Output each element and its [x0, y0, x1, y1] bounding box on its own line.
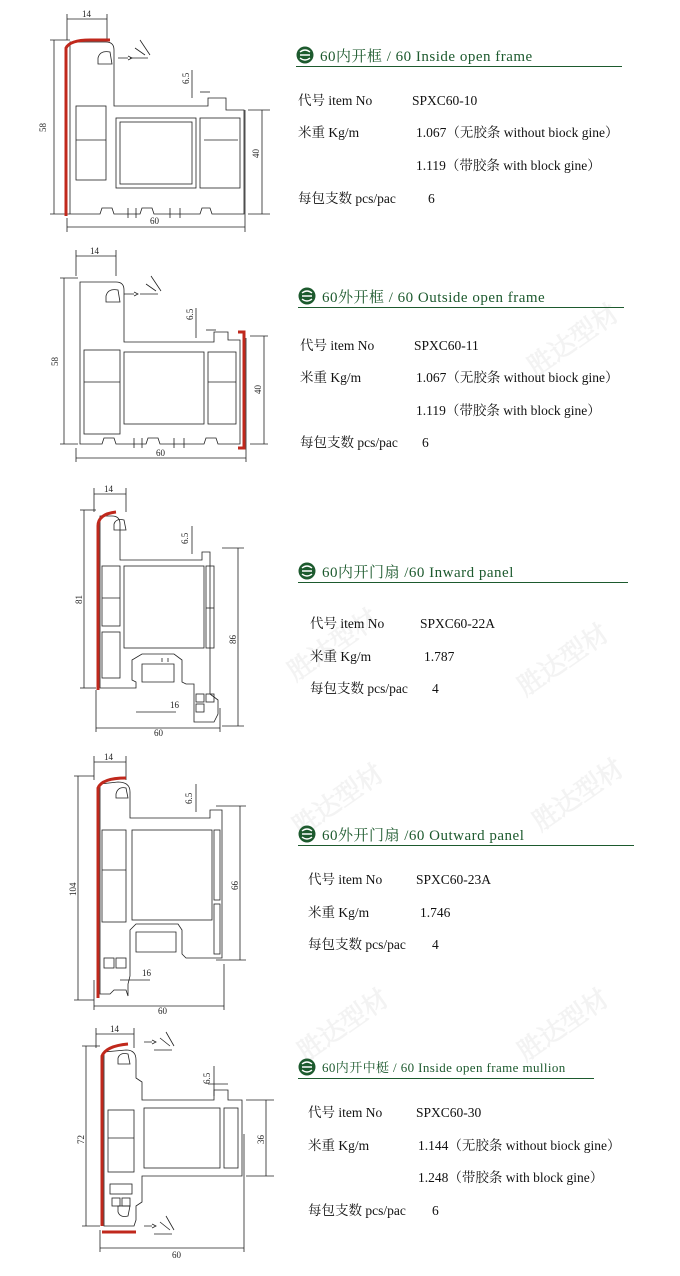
title-rule	[296, 66, 622, 67]
weight-value: 1.144（无胶条 without biock gine）	[418, 1138, 621, 1153]
brand-logo-icon	[298, 562, 316, 580]
product-header	[298, 823, 634, 847]
dim-height: 104	[68, 882, 78, 896]
product-section-1	[0, 0, 680, 240]
spec-block	[308, 873, 608, 953]
weight-label: 米重 Kg/m	[310, 649, 372, 664]
profile-drawing	[76, 486, 256, 741]
code-label: 代号 item No	[308, 872, 383, 887]
profile-drawing	[50, 246, 274, 466]
pack-label: 每包支数 pcs/pac	[300, 435, 398, 450]
weight-label: 米重 Kg/m	[308, 905, 370, 920]
dim-right: 66	[230, 881, 240, 890]
profile-drawing	[40, 10, 270, 232]
title-rule	[298, 307, 624, 308]
dim-bottom: 60	[158, 1006, 167, 1016]
code-label: 代号 item No	[300, 338, 375, 353]
dim-bottom: 60	[154, 728, 163, 738]
pack-label: 每包支数 pcs/pac	[308, 1203, 406, 1218]
dim-top: 14	[104, 484, 113, 494]
product-title: 60内开门扇 /60 Inward panel	[322, 565, 514, 581]
dim-gap: 6.5	[202, 1072, 212, 1084]
weight-label: 米重 Kg/m	[300, 370, 362, 385]
brand-logo-icon	[296, 46, 314, 64]
dim-gap: 6.5	[185, 308, 195, 320]
code-label: 代号 item No	[298, 93, 373, 108]
pack-label: 每包支数 pcs/pac	[298, 191, 396, 206]
code-label: 代号 item No	[308, 1105, 383, 1120]
dim-right: 86	[228, 635, 238, 644]
dim-inner: 16	[170, 700, 179, 710]
profile-drawing	[78, 1026, 278, 1266]
title-rule	[298, 1078, 594, 1079]
dim-gap: 6.5	[181, 72, 191, 84]
code-value: SPXC60-23A	[416, 872, 492, 887]
weight-value: 1.067（无胶条 without biock gine）	[416, 125, 619, 140]
spec-block	[308, 1106, 668, 1216]
profile-drawing	[70, 754, 260, 1016]
weight-label: 米重 Kg/m	[298, 125, 360, 140]
spec-block	[310, 617, 610, 697]
product-section-5	[0, 1020, 680, 1276]
product-header	[298, 285, 624, 309]
dim-right: 36	[256, 1135, 266, 1144]
weight-label: 米重 Kg/m	[308, 1138, 370, 1153]
product-section-4	[0, 750, 680, 1020]
weight-value: 1.787	[424, 649, 455, 664]
brand-logo-icon	[298, 1058, 316, 1076]
dim-inner: 16	[142, 968, 151, 978]
code-label: 代号 item No	[310, 616, 385, 631]
dim-height: 81	[74, 595, 84, 604]
pack-value: 6	[422, 435, 429, 450]
dim-top: 14	[110, 1024, 119, 1034]
code-value: SPXC60-11	[414, 338, 479, 353]
dim-bottom: 60	[150, 216, 159, 226]
dim-gap: 6.5	[184, 792, 194, 804]
brand-logo-icon	[298, 287, 316, 305]
title-rule	[298, 845, 634, 846]
spec-block	[300, 339, 670, 459]
product-title: 60外开门扇 /60 Outward panel	[322, 828, 525, 844]
title-rule	[298, 582, 628, 583]
product-header	[298, 1056, 594, 1080]
dim-bottom: 60	[172, 1250, 181, 1260]
pack-value: 6	[432, 1203, 439, 1218]
weight-value: 1.746	[420, 905, 451, 920]
pack-value: 4	[432, 681, 439, 696]
spec-block	[298, 94, 668, 214]
dim-height: 58	[38, 123, 48, 132]
dim-top: 14	[82, 9, 91, 19]
product-section-3	[0, 480, 680, 750]
dim-gap: 6.5	[180, 532, 190, 544]
dim-right: 40	[253, 385, 263, 394]
brand-logo-icon	[298, 825, 316, 843]
product-header	[296, 44, 622, 68]
pack-value: 4	[432, 937, 439, 952]
weight-value: 1.119（带胶条 with block gine）	[416, 158, 601, 173]
weight-value: 1.248（带胶条 with block gine）	[418, 1170, 604, 1185]
product-title: 60内开框 / 60 Inside open frame	[320, 49, 533, 65]
product-title: 60内开中梃 / 60 Inside open frame mullion	[322, 1060, 566, 1075]
dim-right: 40	[251, 149, 261, 158]
pack-label: 每包支数 pcs/pac	[308, 937, 406, 952]
pack-value: 6	[428, 191, 435, 206]
code-value: SPXC60-10	[412, 93, 478, 108]
product-title: 60外开框 / 60 Outside open frame	[322, 290, 546, 306]
code-value: SPXC60-30	[416, 1105, 482, 1120]
weight-value: 1.067（无胶条 without biock gine）	[416, 370, 619, 385]
dim-height: 72	[76, 1135, 86, 1144]
dim-height: 58	[50, 357, 60, 366]
weight-value: 1.119（带胶条 with block gine）	[416, 403, 601, 418]
pack-label: 每包支数 pcs/pac	[310, 681, 408, 696]
dim-top: 14	[104, 752, 113, 762]
code-value: SPXC60-22A	[420, 616, 496, 631]
dim-bottom: 60	[156, 448, 165, 458]
product-header	[298, 560, 628, 584]
dim-top: 14	[90, 246, 99, 256]
product-section-2	[0, 240, 680, 480]
